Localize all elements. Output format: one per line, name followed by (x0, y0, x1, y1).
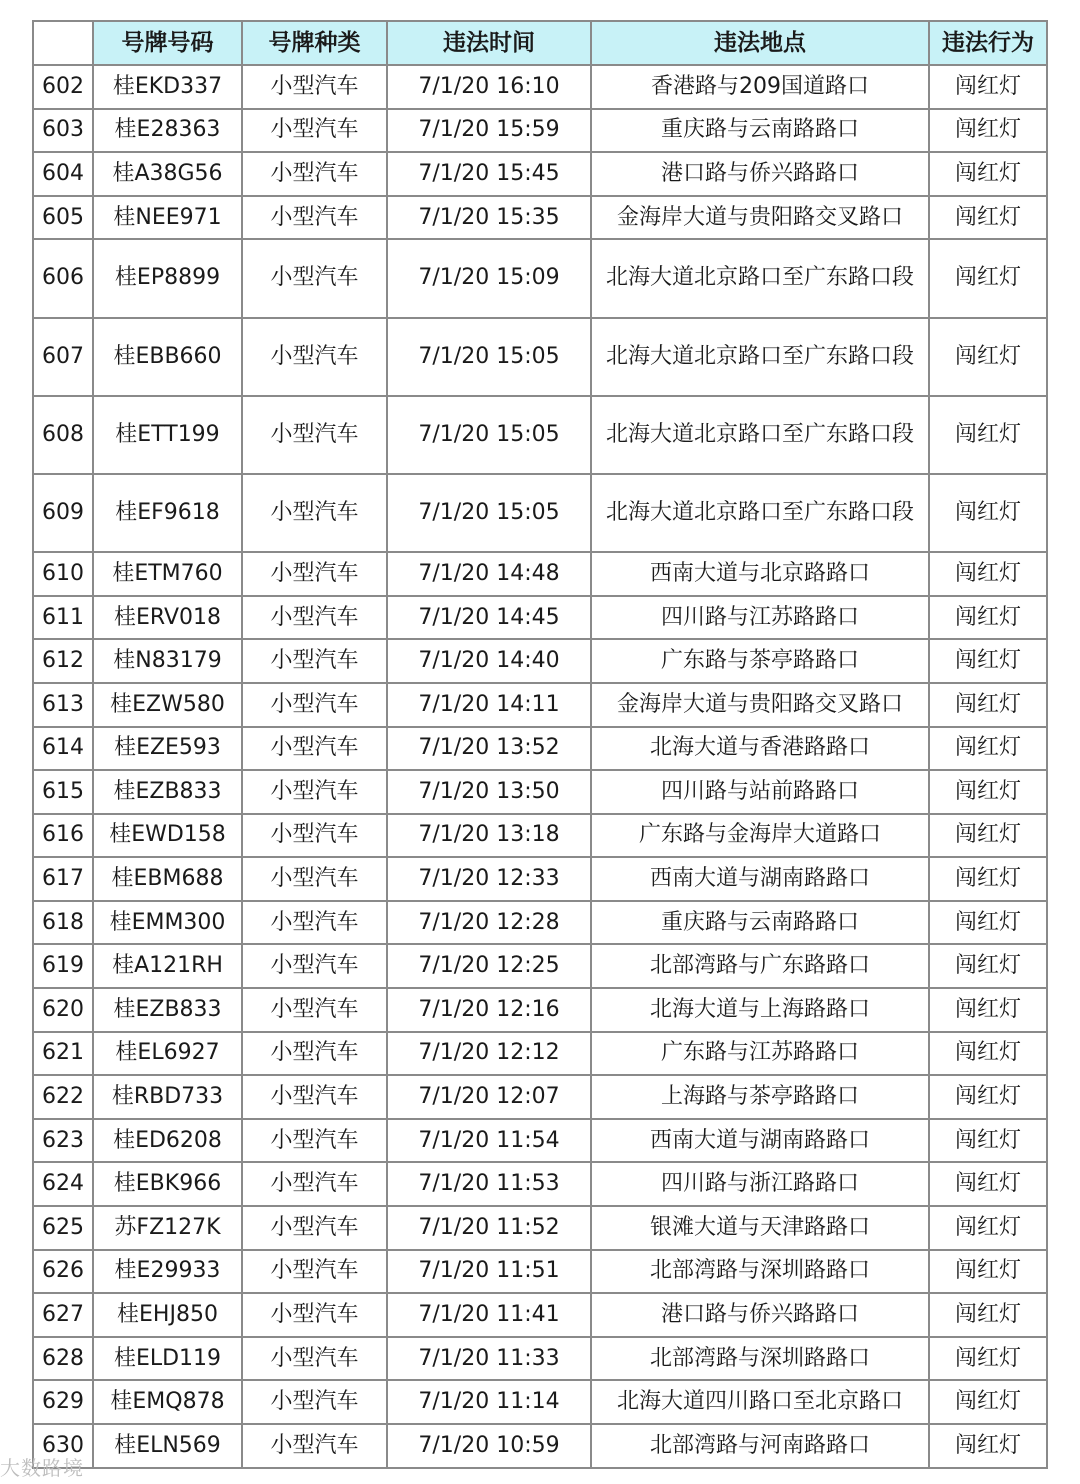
table-row (33, 639, 1047, 683)
table-row (33, 1424, 1047, 1468)
violation-location-cell: 金海岸大道与贵阳路交叉路口 (591, 196, 929, 240)
header-corner-cell (33, 21, 93, 65)
violation-time-cell: 7/1/20 14:48 (387, 552, 591, 596)
violation-act-cell: 闯红灯 (929, 474, 1047, 552)
row-number-cell: 628 (33, 1337, 93, 1381)
plate-type-cell: 小型汽车 (242, 901, 387, 945)
violation-act-cell: 闯红灯 (929, 1250, 1047, 1294)
table-row (33, 727, 1047, 771)
plate-number-cell: 桂EZW580 (93, 683, 242, 727)
row-number-cell: 604 (33, 152, 93, 196)
plate-number-cell: 桂ED6208 (93, 1119, 242, 1163)
violation-location-cell: 北海大道与香港路路口 (591, 727, 929, 771)
row-number-cell: 605 (33, 196, 93, 240)
plate-type-cell: 小型汽车 (242, 196, 387, 240)
row-number-cell: 603 (33, 109, 93, 153)
table-row (33, 396, 1047, 474)
plate-number-cell: 桂NEE971 (93, 196, 242, 240)
violation-act-cell: 闯红灯 (929, 683, 1047, 727)
violation-act-cell: 闯红灯 (929, 1380, 1047, 1424)
plate-number-cell: 桂E28363 (93, 109, 242, 153)
table-row (33, 814, 1047, 858)
row-number-cell: 630 (33, 1424, 93, 1468)
plate-type-cell: 小型汽车 (242, 239, 387, 317)
plate-number-cell: 桂EBB660 (93, 318, 242, 396)
plate-type-cell: 小型汽车 (242, 1424, 387, 1468)
violation-table-container (32, 20, 1048, 1469)
table-row (33, 1119, 1047, 1163)
violation-location-cell: 四川路与浙江路路口 (591, 1162, 929, 1206)
table-row (33, 65, 1047, 109)
plate-type-cell: 小型汽车 (242, 683, 387, 727)
plate-number-cell: 桂EZB833 (93, 988, 242, 1032)
plate-type-cell: 小型汽车 (242, 152, 387, 196)
plate-number-cell: 桂EHJ850 (93, 1293, 242, 1337)
violation-location-cell: 金海岸大道与贵阳路交叉路口 (591, 683, 929, 727)
violation-location-cell: 四川路与江苏路路口 (591, 596, 929, 640)
row-number-cell: 608 (33, 396, 93, 474)
violation-act-cell: 闯红灯 (929, 1206, 1047, 1250)
plate-number-cell: 桂EL6927 (93, 1032, 242, 1076)
row-number-cell: 607 (33, 318, 93, 396)
violation-act-cell: 闯红灯 (929, 239, 1047, 317)
row-number-cell: 619 (33, 944, 93, 988)
plate-type-cell: 小型汽车 (242, 596, 387, 640)
violation-act-cell: 闯红灯 (929, 727, 1047, 771)
watermark-text: 大数路境 (0, 1456, 84, 1480)
violation-location-cell: 香港路与209国道路口 (591, 65, 929, 109)
violation-time-cell: 7/1/20 11:14 (387, 1380, 591, 1424)
plate-number-cell: 桂EBM688 (93, 857, 242, 901)
header-plate-type: 号牌种类 (242, 21, 387, 65)
plate-number-cell: 桂EZE593 (93, 727, 242, 771)
row-number-cell: 618 (33, 901, 93, 945)
violation-act-cell: 闯红灯 (929, 639, 1047, 683)
plate-number-cell: 桂ETM760 (93, 552, 242, 596)
violation-time-cell: 7/1/20 11:53 (387, 1162, 591, 1206)
violation-act-cell: 闯红灯 (929, 152, 1047, 196)
violation-act-cell: 闯红灯 (929, 65, 1047, 109)
violation-location-cell: 北部湾路与河南路路口 (591, 1424, 929, 1468)
violation-time-cell: 7/1/20 11:54 (387, 1119, 591, 1163)
violation-time-cell: 7/1/20 13:52 (387, 727, 591, 771)
plate-type-cell: 小型汽车 (242, 318, 387, 396)
violation-time-cell: 7/1/20 15:45 (387, 152, 591, 196)
header-plate-number: 号牌号码 (93, 21, 242, 65)
plate-number-cell: 桂ELD119 (93, 1337, 242, 1381)
violation-location-cell: 北海大道北京路口至广东路口段 (591, 474, 929, 552)
violation-time-cell: 7/1/20 15:35 (387, 196, 591, 240)
table-header-row (33, 21, 1047, 65)
violation-location-cell: 北部湾路与深圳路路口 (591, 1250, 929, 1294)
plate-number-cell: 桂EF9618 (93, 474, 242, 552)
violation-time-cell: 7/1/20 14:40 (387, 639, 591, 683)
table-row (33, 1337, 1047, 1381)
violation-time-cell: 7/1/20 14:11 (387, 683, 591, 727)
plate-number-cell: 桂E29933 (93, 1250, 242, 1294)
table-row (33, 683, 1047, 727)
table-row (33, 239, 1047, 317)
table-row (33, 318, 1047, 396)
violation-time-cell: 7/1/20 12:16 (387, 988, 591, 1032)
plate-number-cell: 桂N83179 (93, 639, 242, 683)
table-row (33, 1032, 1047, 1076)
violation-location-cell: 北海大道四川路口至北京路口 (591, 1380, 929, 1424)
plate-type-cell: 小型汽车 (242, 1119, 387, 1163)
plate-type-cell: 小型汽车 (242, 1250, 387, 1294)
violation-location-cell: 北海大道与上海路路口 (591, 988, 929, 1032)
row-number-cell: 606 (33, 239, 93, 317)
violation-location-cell: 银滩大道与天津路路口 (591, 1206, 929, 1250)
violation-location-cell: 北部湾路与深圳路路口 (591, 1337, 929, 1381)
plate-number-cell: 桂A38G56 (93, 152, 242, 196)
row-number-cell: 627 (33, 1293, 93, 1337)
violation-act-cell: 闯红灯 (929, 988, 1047, 1032)
violation-location-cell: 西南大道与湖南路路口 (591, 857, 929, 901)
violation-act-cell: 闯红灯 (929, 1162, 1047, 1206)
table-row (33, 988, 1047, 1032)
violation-act-cell: 闯红灯 (929, 1424, 1047, 1468)
violation-time-cell: 7/1/20 12:07 (387, 1075, 591, 1119)
row-number-cell: 612 (33, 639, 93, 683)
plate-number-cell: 桂ETT199 (93, 396, 242, 474)
violation-location-cell: 广东路与茶亭路路口 (591, 639, 929, 683)
plate-type-cell: 小型汽车 (242, 65, 387, 109)
table-row (33, 474, 1047, 552)
table-row (33, 1293, 1047, 1337)
plate-type-cell: 小型汽车 (242, 1206, 387, 1250)
plate-type-cell: 小型汽车 (242, 727, 387, 771)
violation-time-cell: 7/1/20 12:25 (387, 944, 591, 988)
table-row (33, 1075, 1047, 1119)
row-number-cell: 622 (33, 1075, 93, 1119)
plate-number-cell: 桂ERV018 (93, 596, 242, 640)
violation-time-cell: 7/1/20 11:41 (387, 1293, 591, 1337)
violation-act-cell: 闯红灯 (929, 944, 1047, 988)
row-number-cell: 615 (33, 770, 93, 814)
violation-location-cell: 北海大道北京路口至广东路口段 (591, 318, 929, 396)
row-number-cell: 614 (33, 727, 93, 771)
plate-type-cell: 小型汽车 (242, 552, 387, 596)
plate-number-cell: 桂ELN569 (93, 1424, 242, 1468)
table-row (33, 1380, 1047, 1424)
violation-act-cell: 闯红灯 (929, 596, 1047, 640)
violation-time-cell: 7/1/20 13:18 (387, 814, 591, 858)
row-number-cell: 623 (33, 1119, 93, 1163)
violation-act-cell: 闯红灯 (929, 1293, 1047, 1337)
violation-location-cell: 北海大道北京路口至广东路口段 (591, 396, 929, 474)
plate-type-cell: 小型汽车 (242, 639, 387, 683)
violation-act-cell: 闯红灯 (929, 109, 1047, 153)
violation-time-cell: 7/1/20 11:52 (387, 1206, 591, 1250)
plate-type-cell: 小型汽车 (242, 857, 387, 901)
table-row (33, 552, 1047, 596)
plate-number-cell: 桂EWD158 (93, 814, 242, 858)
table-row (33, 857, 1047, 901)
violation-time-cell: 7/1/20 15:05 (387, 474, 591, 552)
row-number-cell: 624 (33, 1162, 93, 1206)
violation-act-cell: 闯红灯 (929, 814, 1047, 858)
violation-location-cell: 重庆路与云南路路口 (591, 901, 929, 945)
violation-location-cell: 西南大道与北京路路口 (591, 552, 929, 596)
row-number-cell: 602 (33, 65, 93, 109)
plate-type-cell: 小型汽车 (242, 944, 387, 988)
violation-location-cell: 重庆路与云南路路口 (591, 109, 929, 153)
violation-location-cell: 上海路与茶亭路路口 (591, 1075, 929, 1119)
plate-number-cell: 桂EP8899 (93, 239, 242, 317)
table-row (33, 109, 1047, 153)
plate-number-cell: 桂EMM300 (93, 901, 242, 945)
violation-time-cell: 7/1/20 15:05 (387, 396, 591, 474)
table-row (33, 770, 1047, 814)
violation-act-cell: 闯红灯 (929, 1337, 1047, 1381)
violation-table (32, 20, 1048, 1469)
violation-time-cell: 7/1/20 12:33 (387, 857, 591, 901)
violation-act-cell: 闯红灯 (929, 857, 1047, 901)
violation-location-cell: 西南大道与湖南路路口 (591, 1119, 929, 1163)
violation-time-cell: 7/1/20 15:59 (387, 109, 591, 153)
table-row (33, 196, 1047, 240)
table-row (33, 1206, 1047, 1250)
violation-act-cell: 闯红灯 (929, 1032, 1047, 1076)
violation-location-cell: 北海大道北京路口至广东路口段 (591, 239, 929, 317)
plate-type-cell: 小型汽车 (242, 1293, 387, 1337)
header-violation-act: 违法行为 (929, 21, 1047, 65)
violation-time-cell: 7/1/20 14:45 (387, 596, 591, 640)
row-number-cell: 613 (33, 683, 93, 727)
row-number-cell: 611 (33, 596, 93, 640)
violation-time-cell: 7/1/20 15:05 (387, 318, 591, 396)
violation-act-cell: 闯红灯 (929, 552, 1047, 596)
header-violation-location: 违法地点 (591, 21, 929, 65)
row-number-cell: 625 (33, 1206, 93, 1250)
row-number-cell: 610 (33, 552, 93, 596)
violation-time-cell: 7/1/20 11:51 (387, 1250, 591, 1294)
plate-type-cell: 小型汽车 (242, 396, 387, 474)
plate-number-cell: 桂EBK966 (93, 1162, 242, 1206)
header-violation-time: 违法时间 (387, 21, 591, 65)
plate-type-cell: 小型汽车 (242, 109, 387, 153)
plate-type-cell: 小型汽车 (242, 1032, 387, 1076)
row-number-cell: 621 (33, 1032, 93, 1076)
violation-time-cell: 7/1/20 10:59 (387, 1424, 591, 1468)
violation-act-cell: 闯红灯 (929, 1119, 1047, 1163)
violation-time-cell: 7/1/20 13:50 (387, 770, 591, 814)
violation-act-cell: 闯红灯 (929, 901, 1047, 945)
plate-number-cell: 苏FZ127K (93, 1206, 242, 1250)
violation-act-cell: 闯红灯 (929, 318, 1047, 396)
violation-location-cell: 广东路与金海岸大道路口 (591, 814, 929, 858)
violation-time-cell: 7/1/20 15:09 (387, 239, 591, 317)
plate-type-cell: 小型汽车 (242, 1162, 387, 1206)
plate-number-cell: 桂EMQ878 (93, 1380, 242, 1424)
plate-number-cell: 桂EKD337 (93, 65, 242, 109)
violation-time-cell: 7/1/20 12:12 (387, 1032, 591, 1076)
table-row (33, 944, 1047, 988)
plate-type-cell: 小型汽车 (242, 474, 387, 552)
violation-act-cell: 闯红灯 (929, 1075, 1047, 1119)
violation-location-cell: 北部湾路与广东路路口 (591, 944, 929, 988)
plate-type-cell: 小型汽车 (242, 770, 387, 814)
row-number-cell: 609 (33, 474, 93, 552)
row-number-cell: 626 (33, 1250, 93, 1294)
table-row (33, 901, 1047, 945)
plate-number-cell: 桂EZB833 (93, 770, 242, 814)
plate-number-cell: 桂A121RH (93, 944, 242, 988)
table-body (33, 65, 1047, 1468)
table-row (33, 1162, 1047, 1206)
violation-act-cell: 闯红灯 (929, 396, 1047, 474)
violation-act-cell: 闯红灯 (929, 196, 1047, 240)
plate-type-cell: 小型汽车 (242, 988, 387, 1032)
violation-location-cell: 港口路与侨兴路路口 (591, 152, 929, 196)
row-number-cell: 616 (33, 814, 93, 858)
plate-type-cell: 小型汽车 (242, 1380, 387, 1424)
row-number-cell: 617 (33, 857, 93, 901)
violation-location-cell: 港口路与侨兴路路口 (591, 1293, 929, 1337)
violation-time-cell: 7/1/20 16:10 (387, 65, 591, 109)
violation-location-cell: 广东路与江苏路路口 (591, 1032, 929, 1076)
violation-time-cell: 7/1/20 11:33 (387, 1337, 591, 1381)
plate-type-cell: 小型汽车 (242, 814, 387, 858)
plate-type-cell: 小型汽车 (242, 1075, 387, 1119)
violation-act-cell: 闯红灯 (929, 770, 1047, 814)
plate-number-cell: 桂RBD733 (93, 1075, 242, 1119)
plate-type-cell: 小型汽车 (242, 1337, 387, 1381)
violation-time-cell: 7/1/20 12:28 (387, 901, 591, 945)
violation-location-cell: 四川路与站前路路口 (591, 770, 929, 814)
row-number-cell: 629 (33, 1380, 93, 1424)
table-row (33, 152, 1047, 196)
table-row (33, 1250, 1047, 1294)
row-number-cell: 620 (33, 988, 93, 1032)
table-row (33, 596, 1047, 640)
